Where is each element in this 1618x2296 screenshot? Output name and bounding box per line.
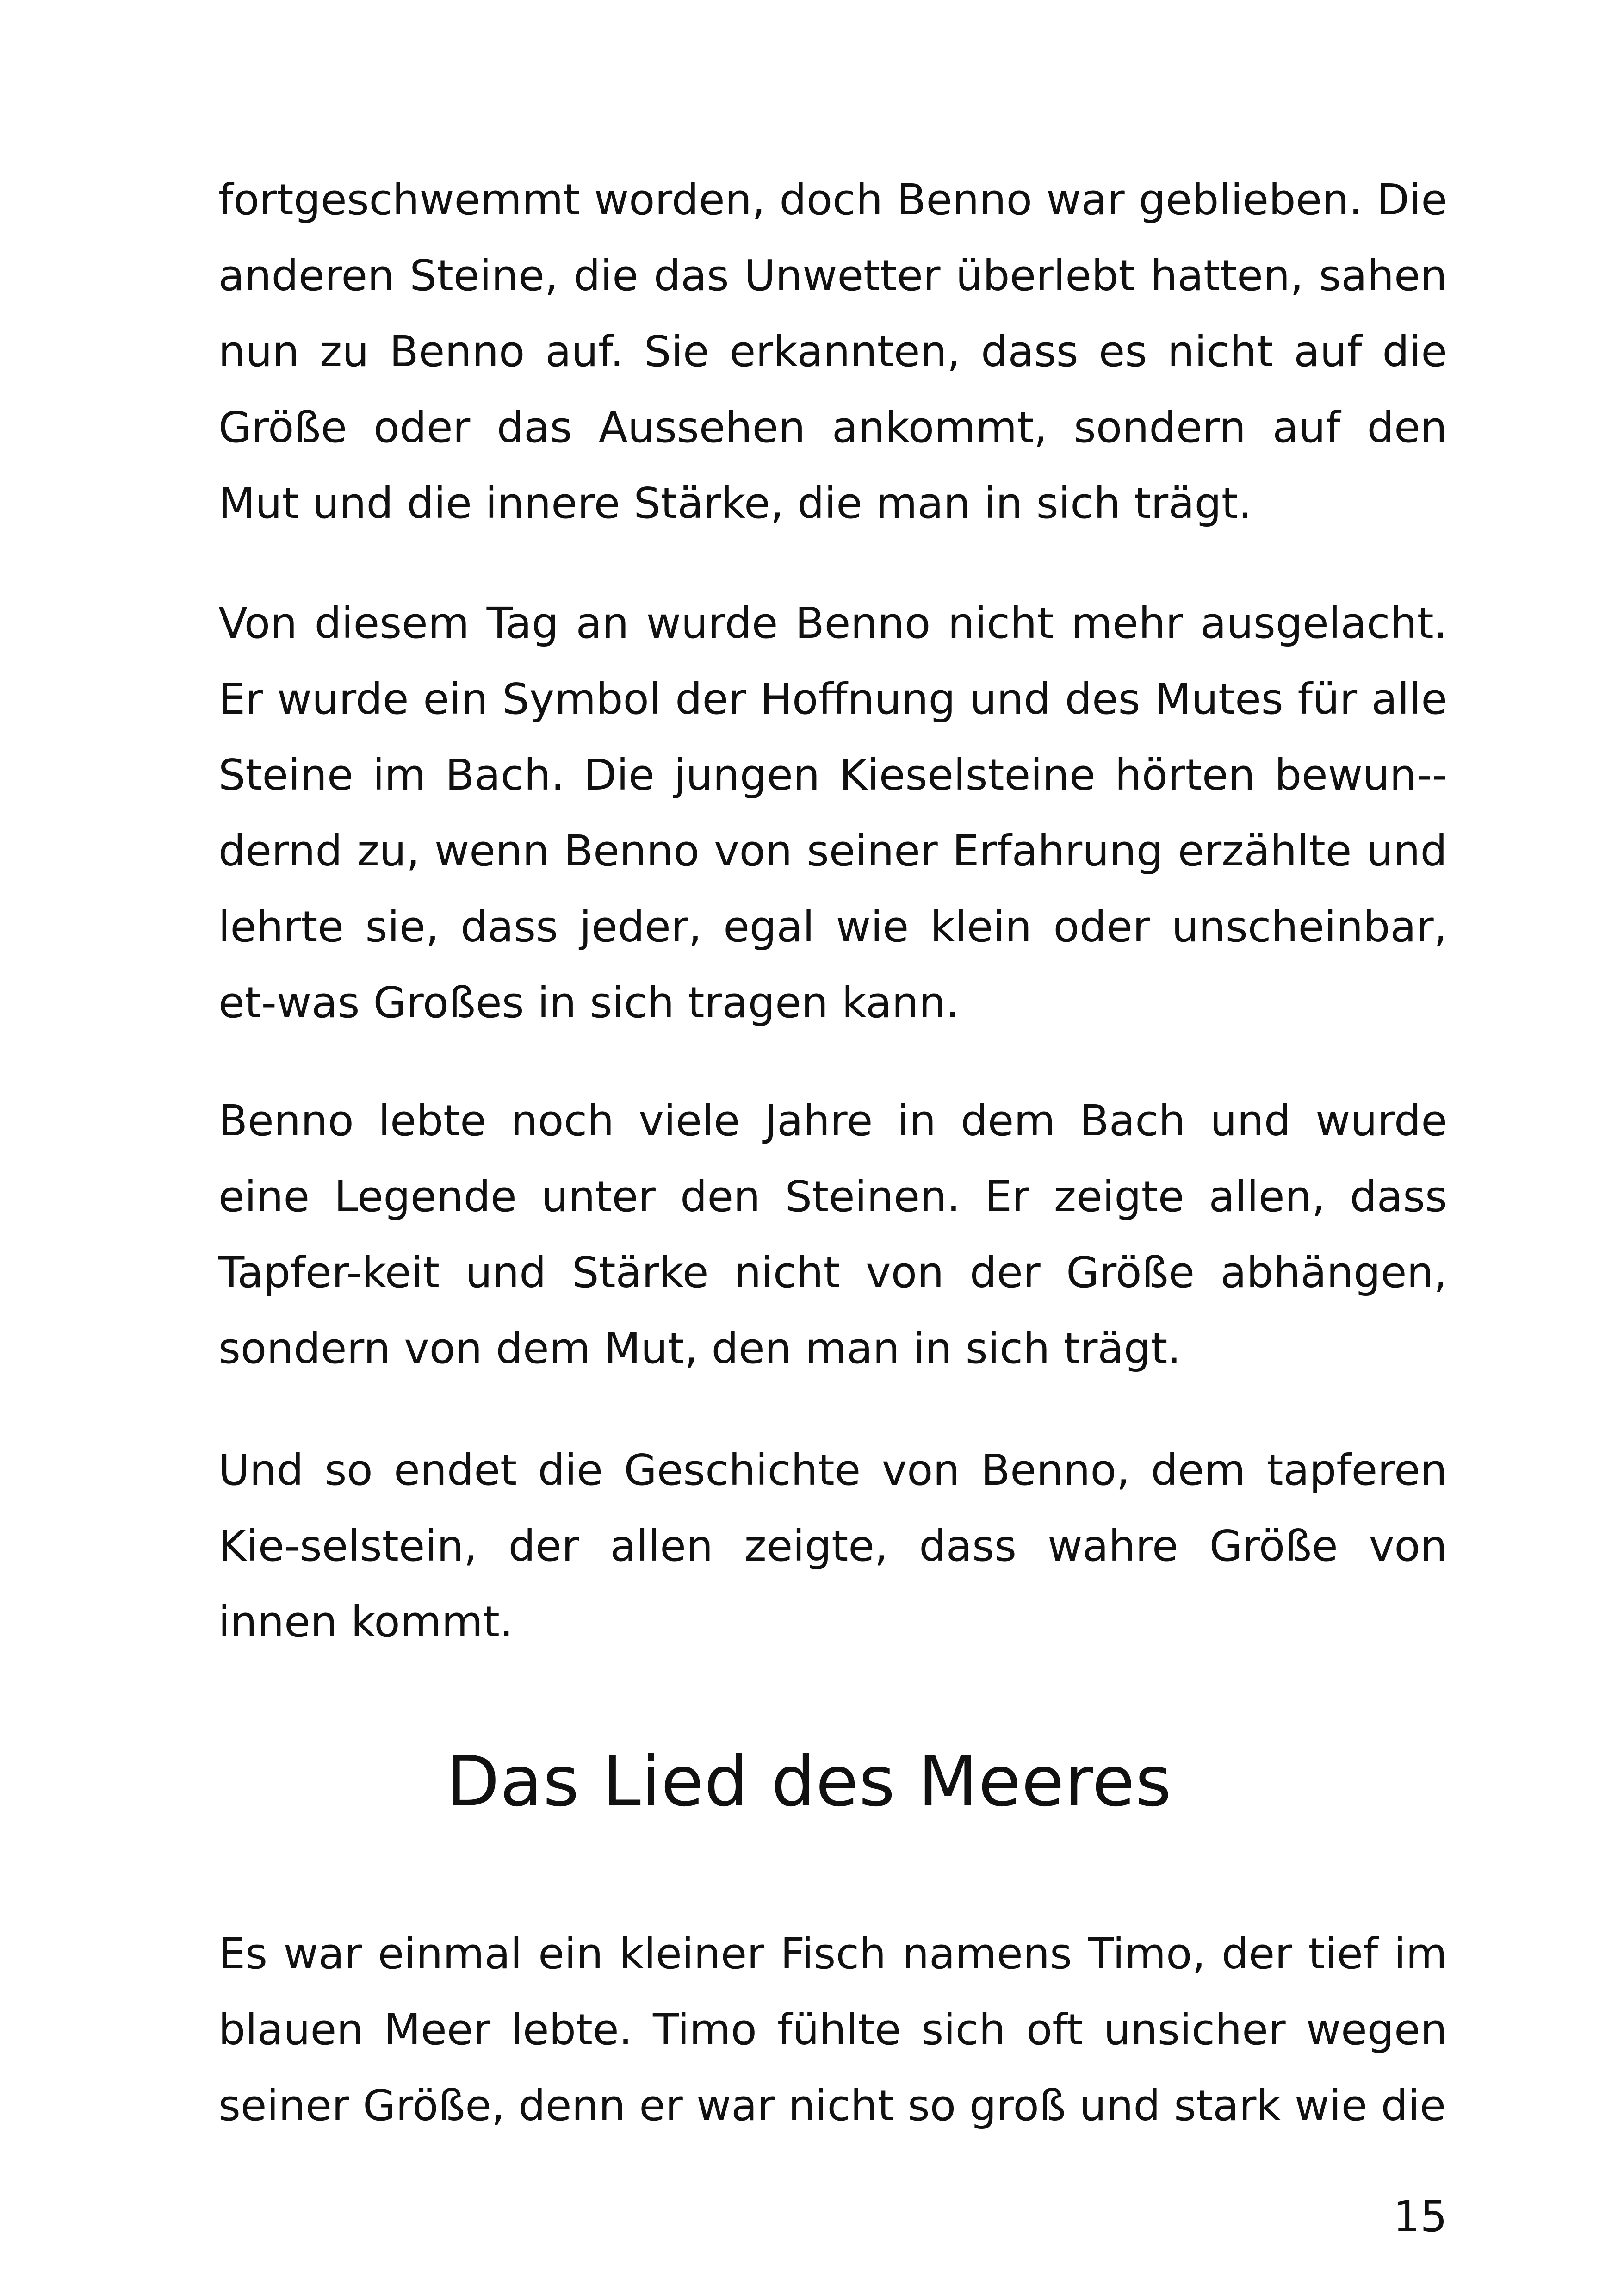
- paragraph-4: Und so endet die Geschichte von Benno, dem tapferen Kie-selstein, der allen zeigte, dass wahre Größe von innen kommt.: [218, 1445, 1447, 1647]
- paragraph-2: Von diesem Tag an wurde Benno nicht mehr ausgelacht. Er wurde ein Symbol der Hoffnung und des Mutes für alle Steine im Bach. Die jungen Kieselsteine hörten bewun-dernd zu, wenn Benno von seiner Erfahrung erzählte und lehrte sie, dass jeder, egal wie klein oder unscheinbar, et-was Großes in sich tragen kann.: [218, 598, 1447, 1027]
- paragraph-3: Benno lebte noch viele Jahre in dem Bach und wurde eine Legende unter den Steinen. Er zeigte allen, dass Tapfer-keit und Stärke nicht von der Größe abhängen, sondern von dem Mut, den man in sich trägt.: [218, 1096, 1447, 1373]
- story-title: Das Lied des Meeres: [446, 1742, 1172, 1822]
- paragraph-1: fortgeschwemmt worden, doch Benno war geblieben. Die anderen Steine, die das Unwetter überlebt hatten, sahen nun zu Benno auf. Sie erkannten, dass es nicht auf die Größe oder das Aussehen ankommt, sondern auf den Mut und die innere Stärke, die man in sich trägt.: [218, 175, 1447, 528]
- story-intro-paragraph: Es war einmal ein kleiner Fisch namens Timo, der tief im blauen Meer lebte. Timo fühlte sich oft unsicher wegen seiner Größe, denn er war nicht so groß und stark wie die: [218, 1929, 1447, 2130]
- page-number: 15: [1393, 2192, 1447, 2241]
